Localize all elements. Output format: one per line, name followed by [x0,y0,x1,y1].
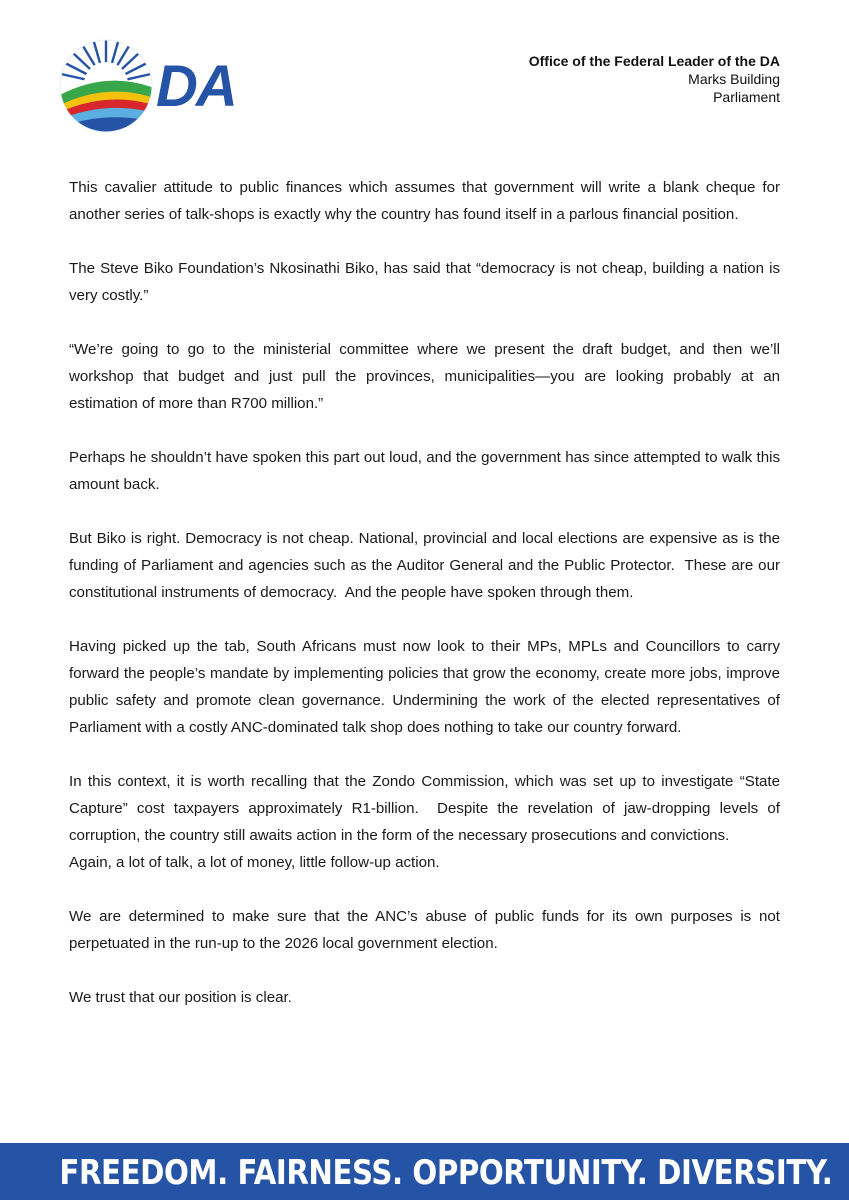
da-logo [58,36,266,136]
footer-slogan: FREEDOM. FAIRNESS. OPPORTUNITY. DIVERSITY. [59,1153,833,1193]
letter-body [69,174,785,1038]
paragraph: “We’re going to go to the ministerial committee where we present the draft budget, and then we’ll workshop that budget and just pull the provinces, municipalities—you are looking probably at an estimation of more than R700 million.” [69,341,785,412]
paragraph: In this context, it is worth recalling that the Zondo Commission, which was set up to investigate “State Capture” cost taxpayers approximately R1-billion. Despite the revelation of jaw-dropping levels of corruption, the country still awaits action in the form of the necessary prosecutions and convictions. [69,773,785,844]
paragraph: Perhaps he shouldn’t have spoken this part out loud, and the government has since attempted to walk this amount back. [69,449,785,493]
paragraph: But Biko is right. Democracy is not cheap. National, provincial and local elections are expensive as is the funding of Parliament and agencies such as the Auditor General and the Public Protector. These are our constitutional instruments of democracy. And the people have spoken through them. [69,530,785,601]
paragraph: Having picked up the tab, South Africans must now look to their MPs, MPLs and Councillors to carry forward the people’s mandate by implementing policies that grow the economy, create more jobs, improve public safety and promote clean governance. Undermining the work of the elected representatives of Parliament with a costly ANC-dominated talk shop does nothing to take our country forward. [69,638,785,736]
letterhead [529,52,780,106]
closing-line: We trust that our position is clear. [69,989,292,1006]
paragraph: The Steve Biko Foundation’s Nkosinathi Biko, has said that “democracy is not cheap, building a nation is very costly.” [69,260,785,304]
building-name: Marks Building [688,71,780,87]
logo-text: DA [156,54,236,119]
paragraph: Again, a lot of talk, a lot of money, little follow-up action. [69,854,440,871]
paragraph: This cavalier attitude to public finances which assumes that government will write a blank cheque for another series of talk-shops is exactly why the country has found itself in a parlous financial position. [69,179,785,223]
paragraph: We are determined to make sure that the ANC’s abuse of public funds for its own purposes is not perpetuated in the run-up to the 2026 local government election. [69,908,785,952]
location-name: Parliament [713,89,780,105]
office-name: Office of the Federal Leader of the DA [528,53,780,69]
